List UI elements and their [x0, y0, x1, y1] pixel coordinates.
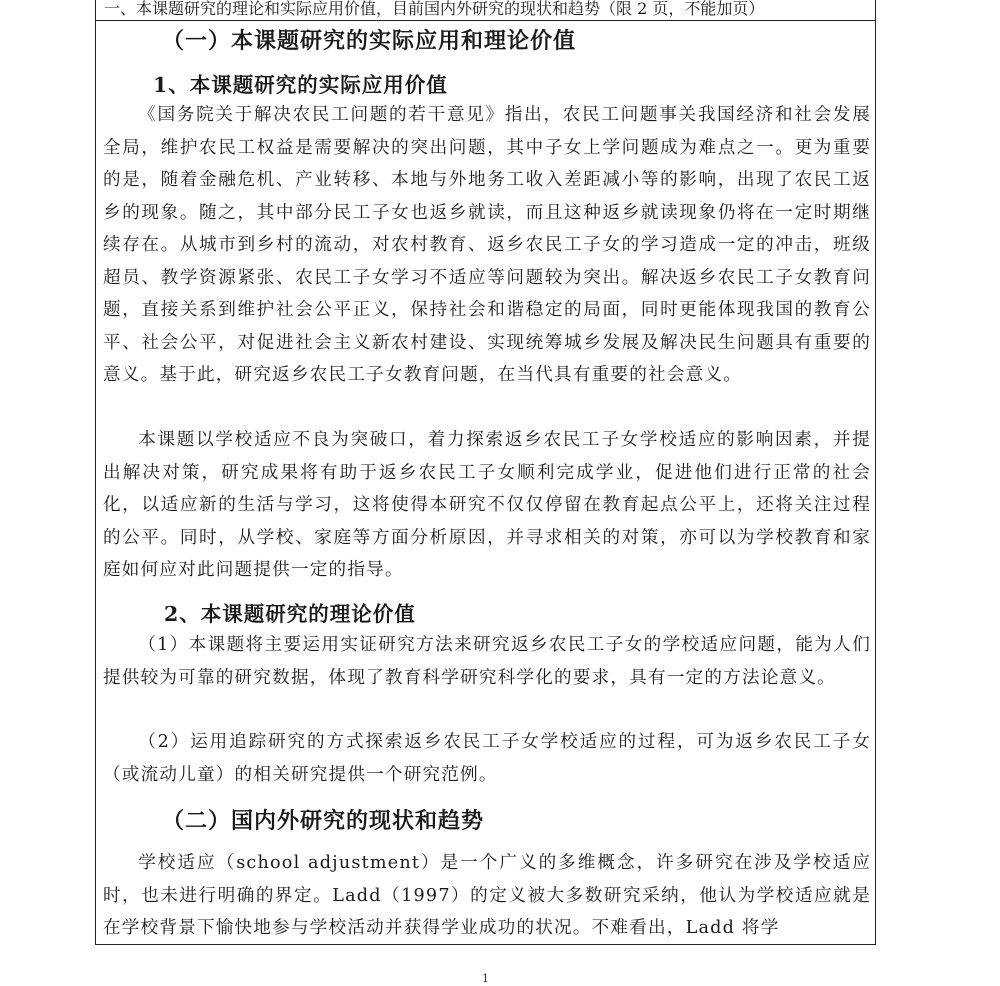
paragraph-1: 《国务院关于解决农民工问题的若干意见》指出，农民工问题事关我国经济和社会发展全局，维护农民工权益是需要解决的突出问题，其中子女上学问题成为难点之一。更为重要的是，随着金融危机、产业转移、本地与外地务工收入差距减小等的影响，出现了农民工返乡的现象。随之，其中部分民工子女也返乡就读，而且这种返乡就读现象仍将在一定时期继续存在。从城市到乡村的流动，对农村教育、返乡农民工子女的学习造成一定的冲击，班级超员、教学资源紧张、农民工子女学习不适应等问题较为突出。解决返乡农民工子女教育问题，直接关系到维护社会公平正义，保持社会和谐稳定的局面，同时更能体现我国的教育公平、社会公平，对促进社会主义新农村建设、实现统筹城乡发展及解决民生问题具有重要的意义。基于此，研究返乡农民工子女教育问题，在当代具有重要的社会意义。 — [103, 105, 871, 385]
paragraph-4: （2）运用追踪研究的方式探索返乡农民工子女学校适应的过程，可为返乡农民工子女（或流动儿童）的相关研究提供一个研究范例。 — [103, 732, 871, 785]
subsection-2-title: 2、本课题研究的理论价值 — [164, 602, 416, 626]
paragraph-2: 本课题以学校适应不良为突破口，着力探索返乡农民工子女学校适应的影响因素，并提出解决对策，研究成果将有助于返乡农民工子女顺利完成学业，促进他们进行正常的社会化，以适应新的生活与学习，这将使得本研究不仅仅停留在教育起点公平上，还将关注过程的公平。同时，从学校、家庭等方面分析原因，并寻求相关的对策，亦可以为学校教育和家庭如何应对此问题提供一定的指导。 — [103, 430, 871, 580]
subsection-1-title: 1、本课题研究的实际应用价值 — [153, 73, 448, 97]
paragraph-5: 学校适应（school adjustment）是一个广义的多维概念，许多研究在涉及学校适应时，也未进行明确的界定。Ladd（1997）的定义被大多数研究采纳，他认为学校适应就是在学校背景下愉快地参与学校活动并获得学业成功的状况。不难看出，Ladd 将学 — [103, 853, 871, 938]
table-header-row: 一、本课题研究的理论和实际应用价值，目前国内外研究的现状和趋势（限 2 页，不能加页） — [96, 0, 875, 21]
page-number: 1 — [482, 972, 489, 985]
document-table-frame — [95, 0, 876, 945]
section-1-title: （一）本课题研究的实际应用和理论价值 — [162, 28, 577, 54]
section-2-title: （二）国内外研究的现状和趋势 — [162, 808, 485, 834]
paragraph-3: （1）本课题将主要运用实证研究方法来研究返乡农民工子女的学校适应问题，能为人们提供较为可靠的研究数据，体现了教育科学研究科学化的要求，具有一定的方法论意义。 — [103, 635, 871, 688]
